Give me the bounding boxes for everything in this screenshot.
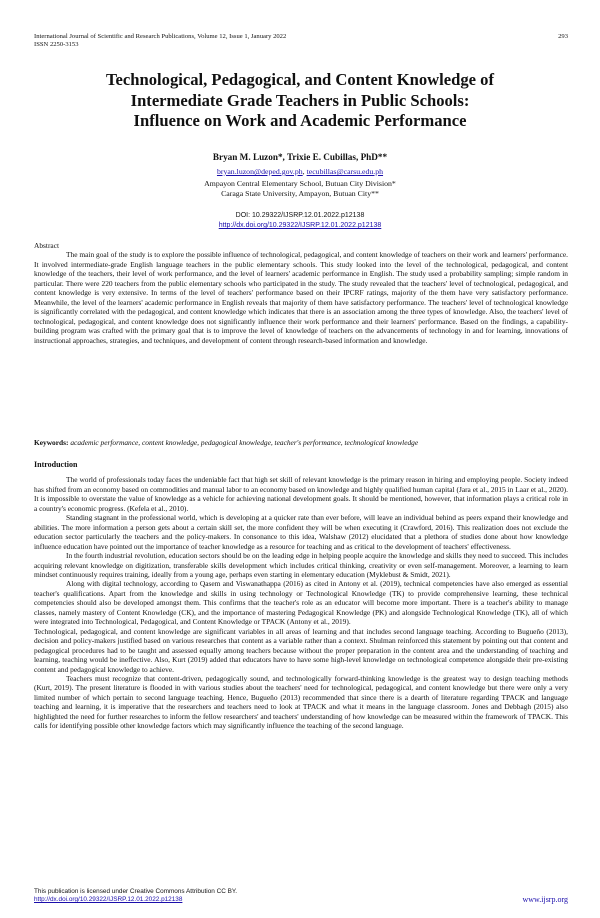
intro-paragraph-2: Standing stagnant in the professional world, which is developing at a quicker rate than ever before, will leave an individual behind as peers expand their knowledge and abilities. The more information a person gets about a certain skill set, the more confident they will be when executing it (Crawford, 2016). This realization does not exclude the education sector particularly the teachers and the policy-makers. In consonance to this idea, Walshaw (2012) elucidated that a plethora of studies done about how knowledge influence education have pointed out the importance of teacher knowledge as a resource for teaching and as critical to the development of teachers' effectiveness. bbox=[34, 513, 568, 551]
affiliations bbox=[30, 179, 570, 198]
doi-link[interactable]: http://dx.doi.org/10.29322/IJSRP.12.01.2022.p12138 bbox=[218, 222, 382, 229]
affiliation-2: Caraga State University, Ampayon, Butuan City** bbox=[221, 188, 379, 198]
footer-doi-link[interactable]: http://dx.doi.org/10.29322/IJSRP.12.01.2022.p12138 bbox=[34, 896, 183, 903]
intro-paragraph-3: In the fourth industrial revolution, education sectors should be on the leading edge in helping people acquire the knowledge and skills they need to succeed. This includes acquiring relevant knowledge on digitization, transferable skills development which includes critical thinking, creativity or even self-management. Moreover, a learning to learn mindset continuously requires training, ideally from a young age, perhaps even starting in elementary education (Myklebust & Smidt, 2021). bbox=[34, 551, 568, 579]
title-line-2: Intermediate Grade Teachers in Public Schools: bbox=[130, 90, 470, 110]
title-line-3: Influence on Work and Academic Performance bbox=[133, 111, 467, 130]
author-emails bbox=[30, 167, 570, 176]
issn: ISSN 2250-3153 bbox=[34, 41, 79, 48]
intro-paragraph-4: Along with digital technology, according to Qasem and Viswanathappa (2016) as cited in Antony et al. (2019), technical competencies have also emerged as essential teacher's qualifications. Apart from the knowledge and skills in using technology or Technological Knowledge (TK) to provide comprehensive learning, these technical competencies should also be developed amongst them. This confirms that the teacher's role as an educator will become more important. There is a teacher's ability to manage classes, namely mastery of Content Knowledge (CK), and the importance of mastering Pedagogical Knowledge (PK) and alongside Technological Knowledge (TK), all of which were integrated into Technological, Pedagogical, and Content Knowledge or TPACK (Antony et al., 2019). bbox=[34, 579, 568, 627]
intro-paragraph-6: Teachers must recognize that content-driven, pedagogically sound, and technologically forward-thinking knowledge is the greatest way to design teaching methods (Kurt, 2019). The present literature is flooded in with various studies about the teachers' need for technological, pedagogical, and content knowledge but there were only a very limited number of which pertain to second language teaching. Hence, Bugueño (2013) recommended that since there is a dearth of literature regarding TPACK and language teaching and learning, it is imperative that the researchers and teachers need to look at TPACK and what it means in the language classroom. Jones and Debbagh (2015) also highlighted the need for further researches to inform the fellow researchers' and teachers' understanding of how knowledge can be measured within the framework of TPACK. This calls for identifying possible other knowledge factors which may significantly influence the teaching of the second language. bbox=[34, 673, 568, 731]
title-line-1: Technological, Pedagogical, and Content Knowledge of bbox=[106, 70, 494, 89]
doi-text: DOI: 10.29322/IJSRP.12.01.2022.p12138 bbox=[235, 212, 365, 219]
intro-paragraph-5: Technological, pedagogical, and content knowledge are significant variables in all areas of learning and that includes second language teaching. According to Bugueño (2013), decision and policy-makers justified based on various researches that content as a variable rather than a context. Shulman reinforced this statement by pointing out that content and pedagogical procedures had to be taught and assessed equally among teachers because without the proper preparation in the content area and the understanding of teaching and learning, teaching would be ineffective. Also, Kurt (2019) added that educators have to have some high-level knowledge on technological competence alongside their pre-existing content and pedagogical knowledge to achieve. bbox=[34, 626, 568, 674]
running-header bbox=[34, 33, 568, 49]
introduction-section bbox=[34, 460, 568, 731]
authors: Bryan M. Luzon*, Trixie E. Cubillas, PhD** bbox=[212, 152, 388, 162]
paper-title bbox=[30, 70, 570, 132]
abstract-text: The main goal of the study is to explore the possible influence of technological, pedagogical, and content knowledge of teachers on their work and learners' performance. It involved intermediate-grade English language teachers in the public elementary schools. This study looked into the level of the technological, pedagogical, and content knowledge of the teachers, their level of work performance, and the level of learners' academic performance in English. The study used a probability sampling; simple random in particular. There were 220 teachers from the public elementary schools who participated in the study. The study revealed that the teachers' level of technological, pedagogical, and content knowledge is very extensive. In terms of the level of teachers' performance based on their IPCRF ratings, majority of the them have very satisfactory performance. Meanwhile, the level of the learners' academic performance in English reveals that majority of them have satisfactory performance. The teachers' level of technological knowledge is significantly correlated with the pedagogical, and content knowledge which indicates that there is an association among the three types of knowledge. Also, the teachers' level of technological, pedagogical, and content knowledge does not significantly influence their work performance and their learners' performance. Based on the findings, a capability-building program was crafted with the primary goal that is to improve the level of knowledge of teachers on the advancements of technology in and for learning, innovations of instructional approaches, strategies, and techniques, and development of content through research-based information and knowledge. bbox=[34, 250, 568, 345]
introduction-heading: Introduction bbox=[34, 460, 78, 469]
keywords-label: Keywords: bbox=[34, 438, 69, 447]
page-footer bbox=[34, 888, 568, 904]
abstract-label: Abstract bbox=[34, 241, 60, 250]
doi-block bbox=[30, 211, 570, 231]
email-link-1[interactable]: bryan.luzon@deped.gov.ph bbox=[216, 167, 303, 176]
journal-name: International Journal of Scientific and Research Publications, Volume 12, Issue 1, January 2022 bbox=[34, 33, 287, 40]
email-link-2[interactable]: tecubillas@carsu.edu.ph bbox=[306, 167, 384, 176]
keywords-text: academic performance, content knowledge, pedagogical knowledge, teacher's performance, technological knowledge bbox=[68, 438, 419, 447]
affiliation-1: Ampayon Central Elementary School, Butuan City Division* bbox=[204, 179, 396, 188]
keywords-line bbox=[34, 438, 568, 447]
journal-site-link[interactable]: www.ijsrp.org bbox=[522, 895, 568, 904]
email-separator: , bbox=[302, 167, 307, 176]
intro-paragraph-1: The world of professionals today faces the undeniable fact that high set skill of relevant knowledge is the primary reason in hiring and employing people. Society indeed has shifted from an economy based on commodities and manual labor to an economy based on knowledge and highly qualified human capital (Jara et al., 2015 in Laar et al., 2020). It is impossible to overstate the value of knowledge as a vehicle for achieving national development goals. It should be mentioned, however, that information plays a critical role in a country's economic progress. (Kefela et al., 2010). bbox=[34, 475, 568, 513]
abstract-section bbox=[34, 241, 568, 345]
page-number: 293 bbox=[558, 33, 568, 40]
license-note: This publication is licensed under Creative Commons Attribution CC BY. bbox=[34, 888, 238, 895]
